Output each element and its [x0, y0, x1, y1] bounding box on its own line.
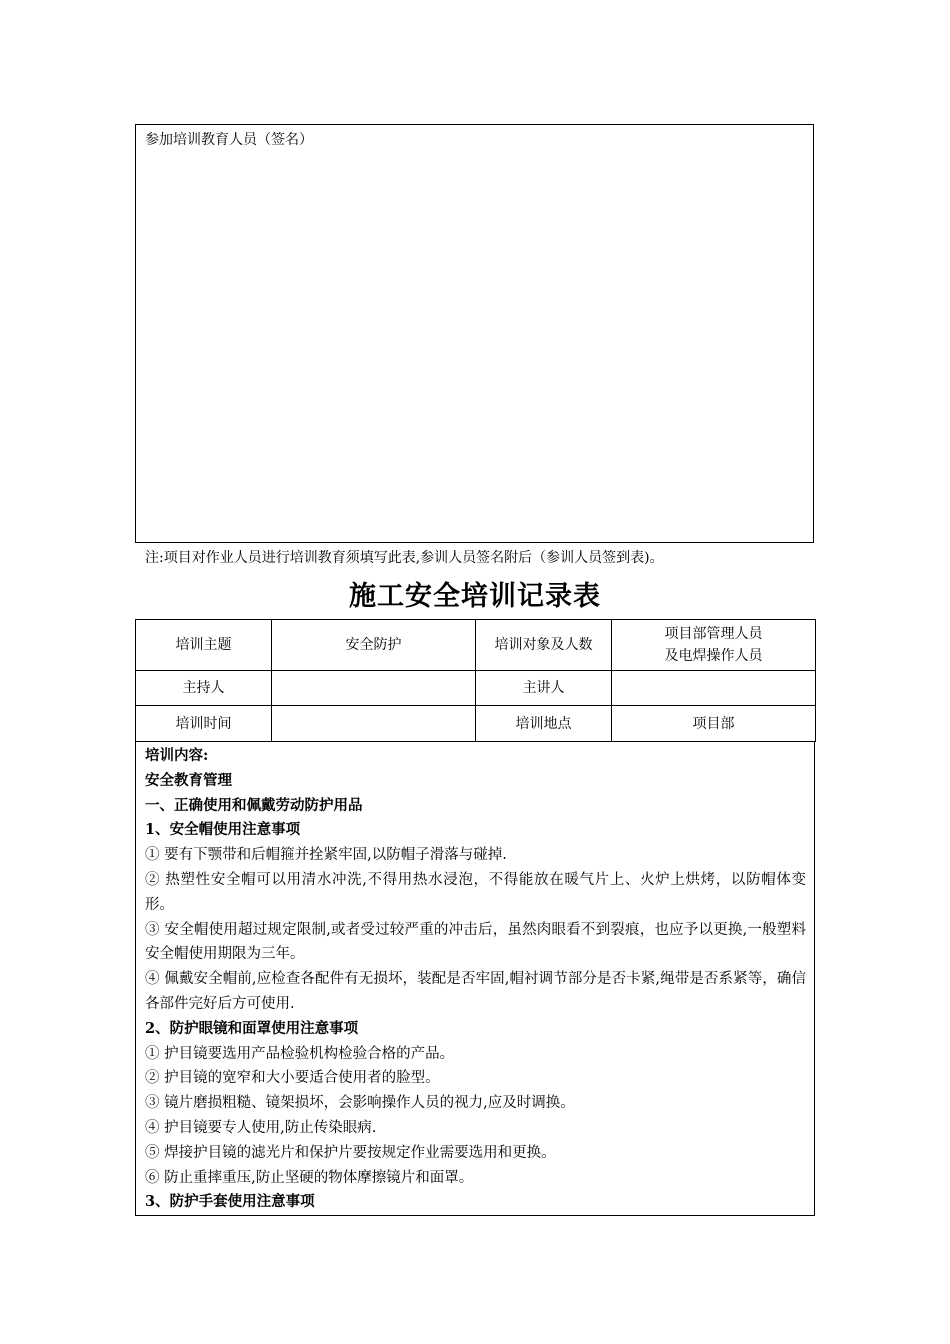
training-content-box [135, 741, 815, 1216]
lecturer-label: 主讲人 [476, 671, 612, 706]
table-row [136, 620, 816, 671]
content-heading: 培训内容: [145, 747, 209, 764]
content-item: ① 护目镜要选用产品检验机构检验合格的产品。 [145, 1045, 455, 1062]
content-item: ④ 佩戴安全帽前,应检查各配件有无损坏，装配是否牢固,帽衬调节部分是否卡紧,绳带是否系紧等，确信各部件完好后方可使用. [145, 971, 806, 1012]
signature-box [135, 124, 814, 543]
content-item: ② 热塑性安全帽可以用清水冲洗,不得用热水浸泡，不得能放在暖气片上、火炉上烘烤，以防帽体变形。 [145, 871, 806, 913]
content-heading: 1、安全帽使用注意事项 [145, 821, 301, 839]
form-note: 注:项目对作业人员进行培训教育须填写此表,参训人员签名附后（参训人员签到表)。 [145, 550, 664, 566]
page-title: 施工安全培训记录表 [349, 581, 601, 612]
host-value [272, 671, 476, 706]
content-item: ③ 安全帽使用超过规定限制,或者受过较严重的冲击后，虽然肉眼看不到裂痕，也应予以更换,一般塑料安全帽使用期限为三年。 [145, 921, 806, 963]
location-label: 培训地点 [476, 706, 612, 742]
lecturer-value [612, 671, 816, 706]
content-item: ⑤ 焊接护目镜的滤光片和保护片要按规定作业需要选用和更换。 [145, 1144, 556, 1161]
training-content [136, 741, 814, 1215]
content-heading: 2、防护眼镜和面罩使用注意事项 [145, 1019, 359, 1037]
table-row [136, 671, 816, 706]
audience-value: 项目部管理人员 及电焊操作人员 [612, 620, 816, 671]
content-item: ① 要有下颚带和后帽箍并拴紧牢固,以防帽子滑落与碰掉. [145, 847, 507, 864]
host-label: 主持人 [136, 671, 272, 706]
table-row [136, 706, 816, 742]
content-item: ② 护目镜的宽窄和大小要适合使用者的脸型。 [145, 1070, 440, 1087]
content-heading: 安全教育管理 [145, 771, 232, 789]
signature-label: 参加培训教育人员（签名） [145, 132, 313, 148]
content-heading: 3、防护手套使用注意事项 [145, 1193, 315, 1211]
content-heading: 一、正确使用和佩戴劳动防护用品 [145, 796, 363, 814]
topic-label: 培训主题 [136, 620, 272, 671]
audience-label: 培训对象及人数 [476, 620, 612, 671]
location-value: 项目部 [612, 706, 816, 742]
training-info-table [135, 619, 816, 742]
content-item: ⑥ 防止重摔重压,防止坚硬的物体摩擦镜片和面罩。 [145, 1169, 474, 1186]
topic-value: 安全防护 [272, 620, 476, 671]
time-value [272, 706, 476, 742]
content-item: ④ 护目镜要专人使用,防止传染眼病. [145, 1119, 377, 1136]
content-item: ③ 镜片磨损粗糙、镜架损坏，会影响操作人员的视力,应及时调换。 [145, 1095, 575, 1112]
time-label: 培训时间 [136, 706, 272, 742]
